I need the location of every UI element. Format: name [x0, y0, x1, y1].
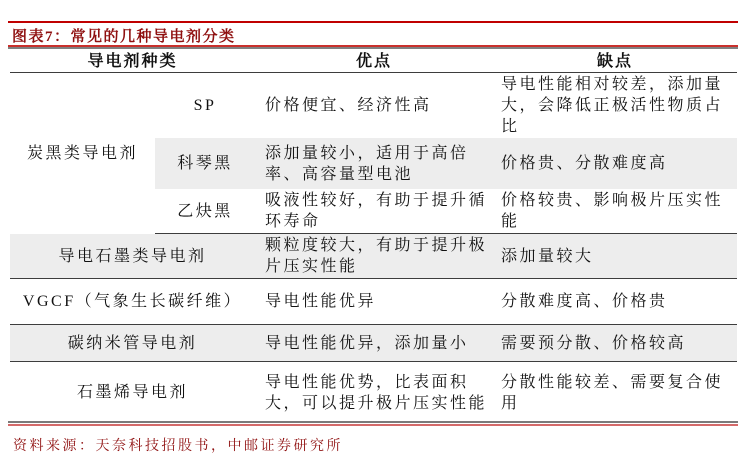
table-row-carbon-nanotube [10, 325, 737, 362]
pros-cell: 价格便宜、经济性高 [265, 97, 432, 114]
cons-cell: 导电性能相对较差，添加量大，会降低正极活性物质占比 [501, 76, 724, 135]
table-row-vgcf [10, 279, 737, 325]
bottom-double-rule [8, 421, 738, 426]
subtype-cell: 科琴黑 [155, 138, 255, 189]
figure-title: 图表7：常见的几种导电剂分类 [12, 29, 236, 45]
category-cell: 碳纳米管导电剂 [10, 325, 255, 362]
pros-cell: 导电性能优异，添加量小 [255, 325, 493, 362]
category-cell-carbon-black: 炭黑类导电剂 [10, 73, 155, 234]
table-header-row [10, 50, 737, 73]
cons-cell: 需要预分散、价格较高 [493, 325, 737, 362]
cons-cell: 价格较贵、影响极片压实性能 [493, 189, 737, 234]
bottom-rule-red-line [8, 424, 738, 426]
pros-cell: 添加量较小，适用于高倍率、高容量型电池 [255, 138, 493, 189]
table-row-sp [10, 73, 737, 139]
category-cell: VGCF（气象生长碳纤维） [10, 279, 255, 325]
title-rule-gray-line [8, 47, 738, 49]
pros-cell: 吸液性较好，有助于提升循环寿命 [255, 189, 493, 234]
title-double-rule [8, 45, 738, 49]
cons-cell: 分散难度高、价格贵 [493, 279, 737, 325]
table-row-conductive-graphite [10, 234, 737, 279]
pros-cell: 导电性能优异 [255, 279, 493, 325]
cons-cell: 添加量较大 [493, 234, 737, 279]
column-header-cons: 缺点 [493, 50, 737, 73]
subtype-cell: SP [193, 97, 217, 114]
subtype-cell: 乙炔黑 [155, 189, 255, 234]
column-header-pros: 优点 [255, 50, 493, 73]
top-red-rule [8, 21, 738, 23]
category-cell: 导电石墨类导电剂 [10, 234, 255, 279]
column-header-type: 导电剂种类 [10, 50, 255, 73]
cons-cell: 价格贵、分散难度高 [493, 138, 737, 189]
pros-cell: 导电性能优势，比表面积大，可以提升极片压实性能 [265, 373, 488, 412]
table-row-graphene [10, 362, 737, 424]
data-source-note: 资料来源：天奈科技招股书，中邮证券研究所 [13, 439, 343, 454]
conductive-agent-table [10, 50, 737, 424]
category-cell: 石墨烯导电剂 [77, 384, 189, 402]
cons-cell: 分散性能较差、需要复合使用 [501, 373, 724, 412]
pros-cell: 颗粒度较大，有助于提升极片压实性能 [255, 234, 493, 279]
